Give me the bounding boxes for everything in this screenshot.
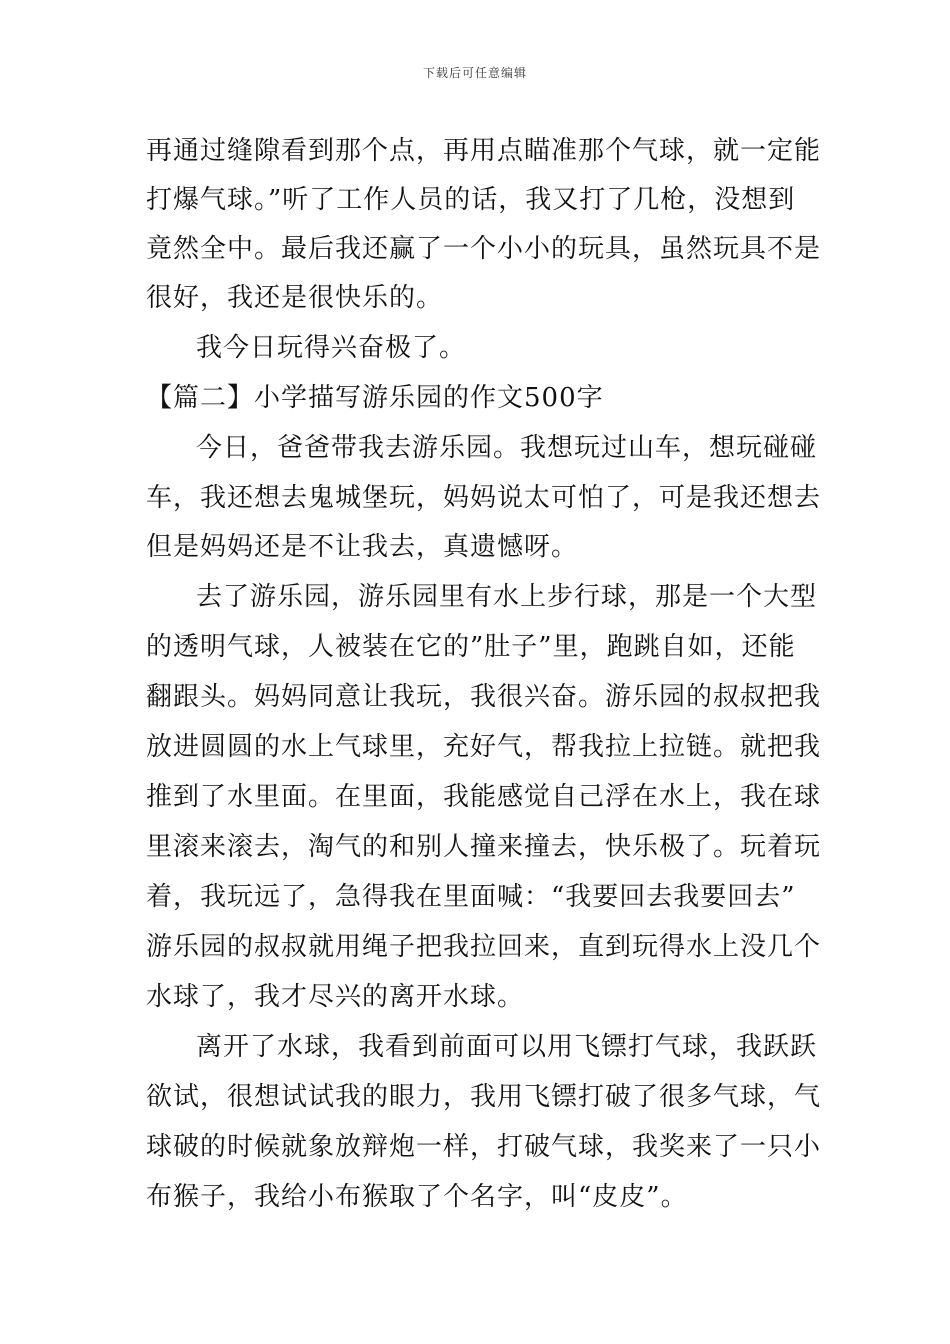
text-line: 打爆气球。”听了工作人员的话，我又打了几枪，没想到 [146, 185, 796, 215]
text-line: 着，我玩远了，急得我在里面喊：“我要回去我要回去” [146, 882, 796, 912]
text-line: 放进圆圆的水上气球里，充好气，帮我拉上拉链。就把我 [146, 732, 822, 762]
text-line: 车，我还想去鬼城堡玩，妈妈说太可怕了，可是我还想去 [146, 483, 822, 513]
text-line: 欲试，很想试试我的眼力，我用飞镖打破了很多气球，气 [146, 1082, 822, 1112]
text-line: 水球了，我才尽兴的离开水球。 [146, 982, 525, 1012]
page-header: 下载后可任意编辑 [422, 66, 527, 80]
text-line: 离开了水球，我看到前面可以用飞镖打气球，我跃跃 [196, 1032, 818, 1062]
text-line: 翻跟头。妈妈同意让我玩，我很兴奋。游乐园的叔叔把我 [146, 682, 822, 712]
text-line: 去了游乐园，游乐园里有水上步行球，那是一个大型 [196, 582, 818, 612]
text-line: 里滚来滚去，淘气的和别人撞来撞去，快乐极了。玩着玩 [146, 832, 822, 862]
text-line: 的透明气球，人被装在它的”肚子”里，跑跳自如，还能 [146, 632, 796, 662]
text-line: 竟然全中。最后我还赢了一个小小的玩具，虽然玩具不是 [146, 234, 822, 264]
text-line: 很好，我还是很快乐的。 [146, 283, 444, 313]
text-line: 布猴子，我给小布猴取了个名字，叫“皮皮”。 [146, 1182, 688, 1212]
text-line: 再通过缝隙看到那个点，再用点瞄准那个气球，就一定能 [146, 136, 822, 166]
text-line: 游乐园的叔叔就用绳子把我拉回来，直到玩得水上没几个 [146, 932, 822, 962]
text-line: 推到了水里面。在里面，我能感觉自己浮在水上，我在球 [146, 782, 822, 812]
text-line: 我今日玩得兴奋极了。 [196, 333, 467, 363]
text-line: 但是妈妈还是不让我去，真遗憾呀。 [146, 532, 579, 562]
section-heading: 【篇二】小学描写游乐园的作文500字 [146, 383, 604, 413]
text-line: 球破的时候就象放辩炮一样，打破气球，我奖来了一只小 [146, 1132, 822, 1162]
text-line: 今日，爸爸带我去游乐园。我想玩过山车，想玩碰碰 [196, 433, 818, 463]
